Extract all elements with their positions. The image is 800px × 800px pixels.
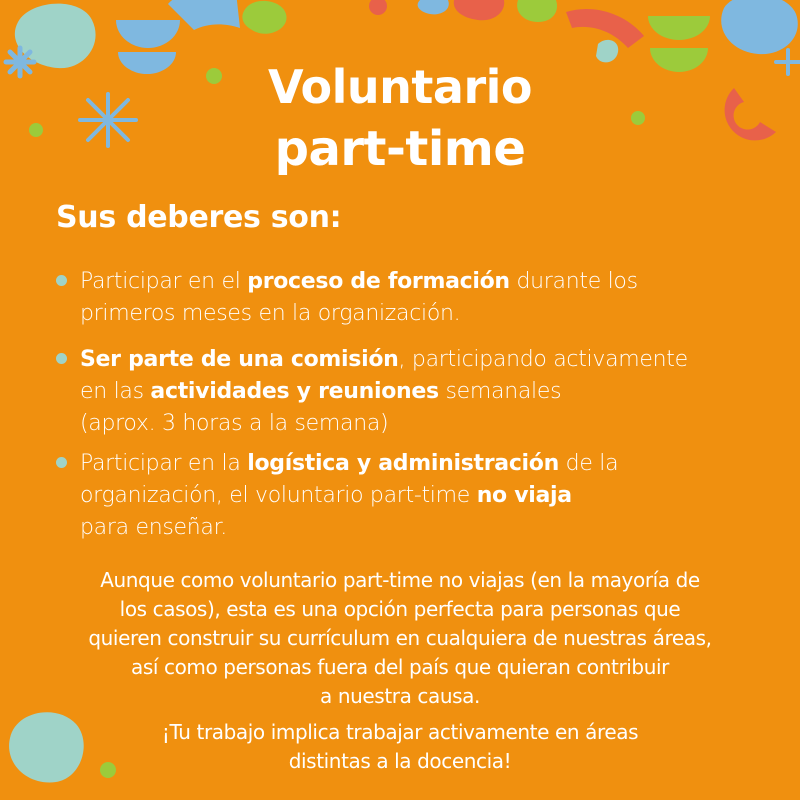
bullet-dot-icon (56, 457, 67, 468)
duty-line (80, 448, 760, 480)
duty-text-segment: Participar en el (80, 269, 248, 294)
green-blob-shape (242, 1, 286, 34)
duty-line (80, 266, 760, 298)
paragraph-line: a nuestra causa. (320, 684, 480, 708)
closing-line: distintas a la docencia! (288, 749, 512, 773)
duties-heading: Sus deberes son: (56, 200, 342, 235)
duty-emphasis: logística y administración (247, 451, 559, 476)
duty-text (80, 266, 760, 330)
bullet-dot-icon (56, 275, 67, 286)
duty-text-segment: Participar en la (80, 451, 248, 476)
duty-line (80, 344, 760, 376)
red-blob-shape (454, 0, 504, 20)
paragraph-line: los casos), esta es una opción perfecta para personas que (119, 597, 681, 621)
paragraph-line: quieren construir su currículum en cualquiera de nuestras áreas, (88, 626, 712, 650)
green-blob-shape (517, 0, 557, 22)
blue-blob-shape (418, 0, 449, 14)
duty-line: para enseñar. (80, 515, 227, 540)
duty-emphasis: actividades y reuniones (150, 379, 439, 404)
duty-text (80, 344, 760, 440)
duty-emphasis: proceso de formación (247, 269, 510, 294)
duty-line (80, 480, 760, 512)
page-title-line-1: Voluntario (267, 60, 533, 114)
duty-emphasis: no viaja (476, 483, 572, 508)
red-dot-shape (369, 0, 387, 15)
bullet-dot-icon (56, 353, 67, 364)
paragraph-line: Aunque como voluntario part-time no viajas (en la mayoría de (100, 568, 700, 592)
page-title-line-2: part-time (274, 121, 526, 177)
description-paragraph (30, 566, 770, 711)
duty-text-segment: en las (80, 379, 151, 404)
paragraph-line: así como personas fuera del país que quieran contribuir (130, 655, 669, 679)
duty-text-segment: de la (558, 451, 619, 476)
blue-half-disc-shape (116, 20, 180, 48)
duty-line (80, 376, 760, 408)
duty-text-segment: semanales (438, 379, 562, 404)
duty-text-segment: durante los (509, 269, 638, 294)
blue-blob-shape (721, 0, 798, 54)
green-half-disc-shape (648, 16, 710, 40)
duty-line: primeros meses en la organización. (80, 301, 461, 326)
duty-line: (aprox. 3 horas a la semana) (80, 411, 389, 436)
duty-text (80, 448, 760, 544)
closing-statement (30, 718, 770, 776)
duty-text-segment: , participando activamente (398, 347, 688, 372)
closing-line: ¡Tu trabajo implica trabajar activamente en áreas (161, 720, 639, 744)
duty-emphasis: Ser parte de una comisión (80, 347, 399, 372)
duty-text-segment: organización, el voluntario part-time (80, 483, 477, 508)
